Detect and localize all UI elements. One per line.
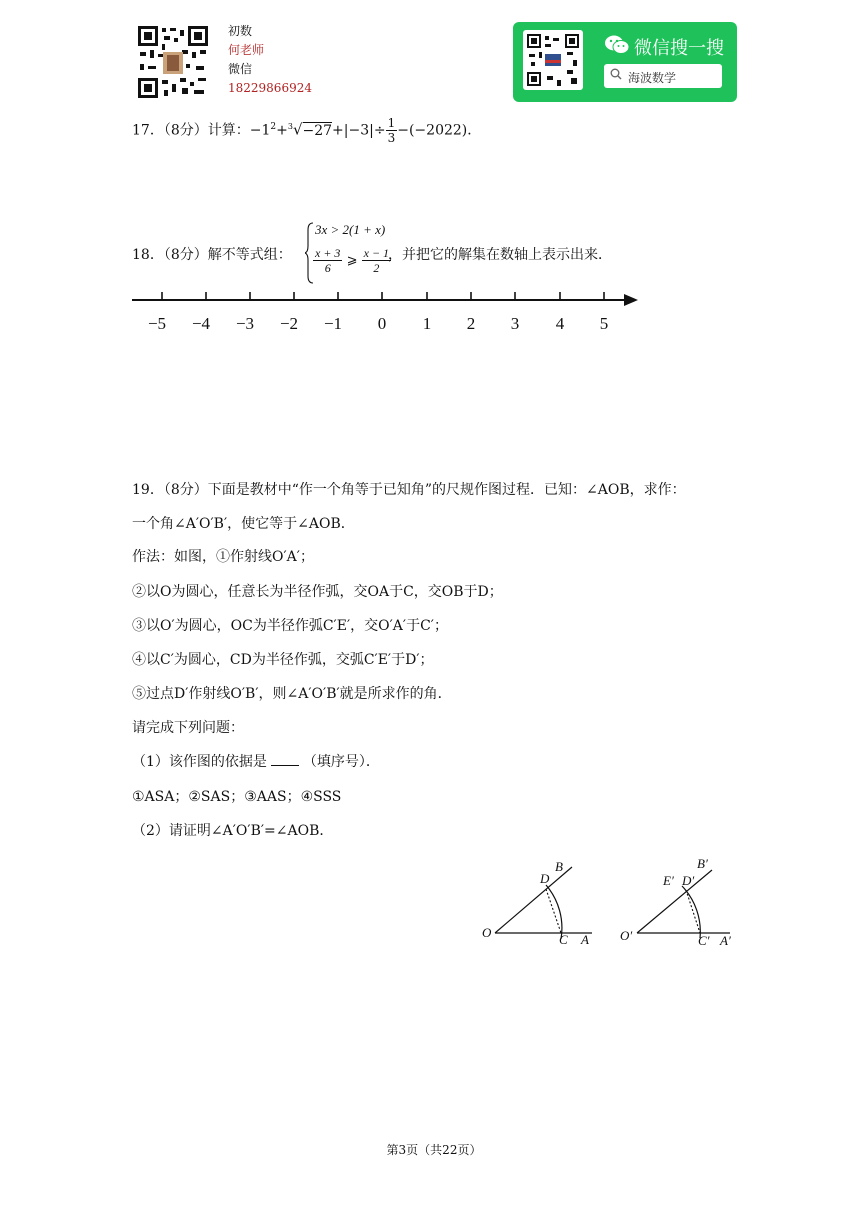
- q19-line-9: [132, 751, 380, 771]
- q19-line-10: ①ASA；②SAS；③AAS；④SSS: [132, 789, 342, 805]
- fig1-label-B: B: [555, 859, 563, 874]
- question-17: 17．（8分）计算：$-1^2+^3√-27+|-3|\div$ $\frac{1}{3}$ −(−2022)．: [132, 116, 482, 145]
- fig1-label-D: D: [540, 871, 550, 886]
- q17-fraction: [386, 116, 398, 145]
- q17-frac-den: 3: [387, 131, 396, 145]
- tick-label: −4: [191, 314, 211, 333]
- tick-label: 2: [466, 314, 476, 333]
- fig2-label-B: B′: [697, 856, 708, 871]
- ineq2-relation: ⩾: [346, 253, 358, 268]
- q19-line-1: 19．（8分）下面是教材中“作一个角等于已知角”的尺规作图过程．已知：∠AOB，求作：: [132, 482, 686, 498]
- q17-frac-num: 1: [387, 116, 396, 130]
- q17-exponent: 2: [270, 121, 277, 132]
- ineq2-num-right: x − 1: [363, 246, 390, 260]
- q17-abs: +|−3|÷: [332, 122, 386, 139]
- fig2-label-C: C′: [698, 933, 710, 948]
- qr-code-icon: [136, 24, 210, 100]
- tick-label: 0: [377, 314, 387, 333]
- fig2-label-D: D′: [682, 873, 695, 888]
- q17-term: −1: [249, 122, 271, 139]
- fig2-label-E: E′: [663, 873, 674, 888]
- q19-line-3: 作法：如图，①作射线O′A′；: [132, 549, 314, 565]
- q19-line-4: ②以O为圆心，任意长为半径作弧，交OA于C，交OB于D；: [132, 584, 503, 600]
- q19-line-9-post: （填序号）．: [302, 754, 380, 770]
- inequality-2: [313, 246, 391, 275]
- inequality-1: 3x > 2(1 + x): [315, 222, 386, 237]
- contact-info: [228, 22, 312, 98]
- q19-line-5: ③以O′为圆心，OC为半径作弧C′E′，交O′A′于C′；: [132, 618, 448, 634]
- tick-label: −1: [323, 314, 343, 333]
- tick-label: −5: [147, 314, 167, 333]
- wechat-logo-icon: [604, 34, 630, 60]
- fig1-label-O: O: [482, 925, 492, 940]
- contact-line-teacher: 何老师: [228, 43, 265, 57]
- contact-line-wechat: 微信: [228, 62, 253, 76]
- wechat-card-title: 微信搜一搜: [634, 38, 724, 59]
- question-18-suffix: ，并把它的解集在数轴上表示出来．: [388, 247, 612, 263]
- number-line: [130, 290, 642, 312]
- question-18-prefix: 18．（8分）解不等式组：: [132, 247, 292, 263]
- q17-root-index: 3: [287, 121, 293, 131]
- q19-line-9-pre: （1）该作图的依据是: [132, 754, 267, 770]
- fig1-label-C: C: [559, 932, 568, 947]
- q19-line-11: （2）请证明∠A′O′B′=∠AOB．: [132, 823, 334, 839]
- contact-line-subject: 初数: [228, 24, 253, 38]
- q19-line-8: 请完成下列问题：: [132, 720, 244, 736]
- tick-label: 1: [422, 314, 432, 333]
- q19-line-7: ⑤过点D′作射线O′B′，则∠A′O′B′就是所求作的角．: [132, 686, 452, 702]
- search-icon: [610, 68, 622, 83]
- ineq2-num-left: x + 3: [315, 246, 341, 260]
- q19-line-2: 一个角∠A′O′B′，使它等于∠AOB．: [132, 516, 355, 532]
- tick-label: 3: [510, 314, 520, 333]
- answer-blank: [271, 753, 299, 766]
- fig2-label-O: O′: [620, 928, 633, 943]
- tick-label: −3: [235, 314, 255, 333]
- ineq2-den-left: 6: [324, 261, 331, 275]
- ineq2-den-right: 2: [373, 261, 380, 275]
- q17-plus: +: [276, 122, 288, 139]
- qr-code-icon: [523, 30, 583, 90]
- q19-line-6: ④以C′为圆心，CD为半径作弧，交弧C′E′于D′；: [132, 652, 434, 668]
- fig1-label-A: A: [581, 932, 589, 947]
- page-number: 第3页（共22页）: [386, 1143, 482, 1157]
- q17-prefix: 17．（8分）计算：: [132, 122, 250, 139]
- wechat-search-box: [604, 64, 722, 88]
- tick-label: 4: [555, 314, 565, 333]
- wechat-search-text: 海波数学: [628, 71, 677, 85]
- contact-line-phone: 18229866924: [228, 81, 312, 95]
- q17-radicand: −27: [302, 122, 333, 139]
- tick-label: 5: [599, 314, 609, 333]
- tick-label: −2: [279, 314, 299, 333]
- q17-tail: −(−2022)．: [397, 122, 482, 139]
- fig2-label-A: A′: [720, 933, 731, 948]
